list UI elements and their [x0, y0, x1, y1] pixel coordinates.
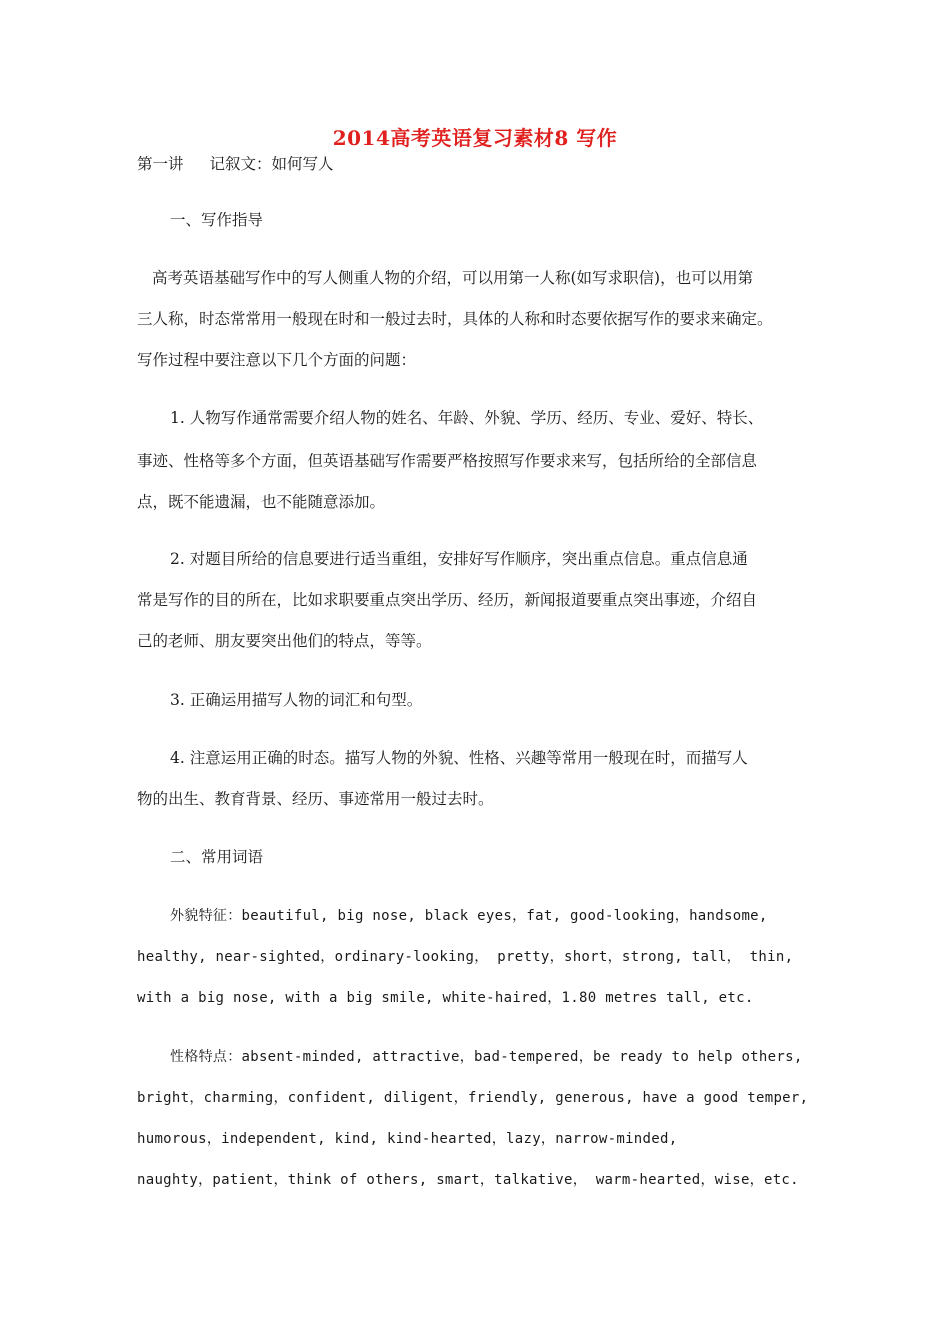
intro-line-1: 高考英语基础写作中的写人侧重人物的介绍，可以用第一人称(如写求职信)，也可以用第: [152, 269, 754, 287]
intro-line-2: 三人称，时态常常用一般现在时和一般过去时，具体的人称和时态要依据写作的要求来确定。: [137, 310, 773, 328]
lecture-topic: 记叙文：如何写人: [209, 155, 334, 173]
lecture-number: 第一讲: [137, 155, 184, 173]
lecture-heading: [137, 152, 334, 174]
point-2-line-2: 常是写作的目的所在，比如求职要重点突出学历、经历，新闻报道要重点突出事迹，介绍自: [137, 591, 758, 609]
personality-line-4: naughty，patient，think of others, smart，talkative， warm-hearted，wise，etc.: [137, 1172, 799, 1188]
section-heading-common-words: 二、常用词语: [170, 848, 264, 866]
point-4-line-2: 物的出生、教育背景、经历、事迹常用一般过去时。: [137, 790, 494, 808]
personality-line-3: humorous，independent, kind, kind-hearted，lazy，narrow-minded,: [137, 1131, 678, 1147]
appearance-line-2: healthy, near-sighted，ordinary-looking， pretty，short，strong, tall， thin,: [137, 949, 794, 965]
section-heading-writing-guide: 一、写作指导: [170, 211, 264, 229]
point-1-line-1: 1. 人物写作通常需要介绍人物的姓名、年龄、外貌、学历、经历、专业、爱好、特长、: [170, 409, 764, 427]
point-3: 3. 正确运用描写人物的词汇和句型。: [170, 691, 423, 709]
document-title: 2014高考英语复习素材8 写作: [332, 126, 618, 150]
intro-line-3: 写作过程中要注意以下几个方面的问题：: [137, 351, 417, 369]
appearance-line-3: with a big nose, with a big smile, white-haired，1.80 metres tall, etc.: [137, 990, 754, 1006]
personality-line-1: 性格特点：absent-minded, attractive，bad-tempered，be ready to help others,: [170, 1049, 803, 1065]
point-1-line-2: 事迹、性格等多个方面，但英语基础写作需要严格按照写作要求来写，包括所给的全部信息: [137, 452, 758, 470]
point-1-line-3: 点，既不能遗漏，也不能随意添加。: [137, 493, 386, 511]
personality-line-2: bright，charming，confident, diligent，friendly, generous, have a good temper,: [137, 1090, 809, 1106]
point-4-line-1: 4. 注意运用正确的时态。描写人物的外貌、性格、兴趣等常用一般现在时，而描写人: [170, 749, 748, 767]
point-2-line-1: 2. 对题目所给的信息要进行适当重组，安排好写作顺序，突出重点信息。重点信息通: [170, 550, 748, 568]
point-2-line-3: 己的老师、朋友要突出他们的特点，等等。: [137, 632, 432, 650]
appearance-line-1: 外貌特征：beautiful, big nose, black eyes，fat, good-looking，handsome,: [170, 908, 768, 924]
